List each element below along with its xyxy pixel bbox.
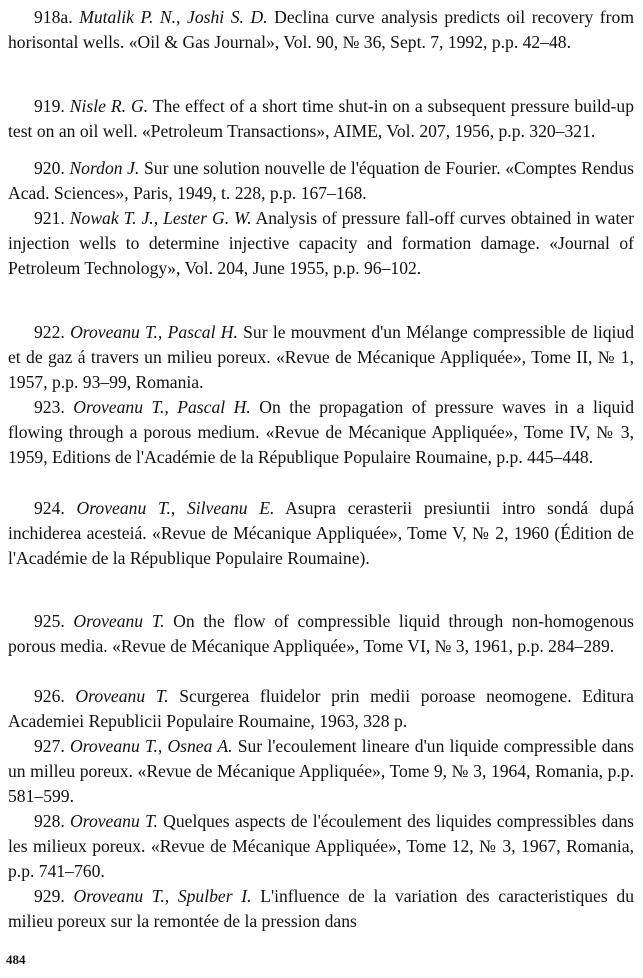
reference-925: 925. Oroveanu T. On the flow of compressible liquid through non-homogenous porous media. «Revue de Mécanique Appliquée», Tome VI, № 3, 1961, p.p. 284–289. [8,610,635,656]
reference-authors: Oroveanu T. [75,685,169,706]
reference-919: 919. Nisle R. G. The effect of a short time shut-in on a subsequent pressure build-up test on an oil well. «Petroleum Transactions», AIME, Vol. 207, 1956, p.p. 320–321. [8,95,635,141]
reference-924: 924. Oroveanu T., Silveanu E. Asupra cerasterii presiuntii intro sondá dupá inchiderea acesteiá. «Revue de Mécanique Appliquée», Tome V, № 2, 1960 (Édition de l'Académie de la République Populaire Roumaine). [8,497,635,568]
page-number: 484 [6,952,26,967]
reference-authors: Oroveanu T., Osnea A. [70,735,233,756]
reference-authors: Oroveanu T., Spulber I. [73,885,252,906]
reference-authors: Oroveanu T., Pascal H. [70,321,238,342]
reference-authors: Oroveanu T. [70,810,158,831]
reference-authors: Oroveanu T. [73,610,165,631]
reference-928: 928. Oroveanu T. Quelques aspects de l'écoulement des liquides compressibles dans les milieux poreux. «Revue de Mécanique Appliquée», Tome 12, № 3, 1967, Romania, p.p. 741–760. [8,810,634,881]
reference-920: 920. Nordon J. Sur une solution nouvelle de l'équation de Fourier. «Comptes Rendus Acad. Sciences», Paris, 1949, t. 228, p.p. 167–168. [8,157,634,203]
reference-authors: Mutalik P. N., Joshi S. D. [79,6,268,27]
reference-921: 921. Nowak T. J., Lester G. W. Analysis of pressure fall-off curves obtained in water injection wells to determine injective capacity and formation damage. «Journal of Petroleum Technology», Vol. 204, June 1955, p.p. 96–102. [8,207,634,278]
reference-929: 929. Oroveanu T., Spulber I. L'influence de la variation des caracteristiques du milieu poreux sur la remontée de la pression dans [8,885,634,931]
reference-authors: Nowak T. J., Lester G. W. [69,207,252,228]
reference-922: 922. Oroveanu T., Pascal H. Sur le mouvment d'un Mélange compressible de liqiud et de gaz á travers un milieu poreux. «Revue de Mécanique Appliquée», Tome II, № 1, 1957, p.p. 93–99, Romania. [8,321,635,392]
reference-authors: Oroveanu T., Pascal H. [73,396,251,417]
reference-authors: Nisle R. G. [69,95,149,116]
reference-authors: Oroveanu T., Silveanu E. [76,497,275,518]
reference-authors: Nordon J. [69,157,140,178]
reference-923: 923. Oroveanu T., Pascal H. On the propagation of pressure waves in a liquid flowing through a porous medium. «Revue de Mécanique Appliquée», Tome IV, № 3, 1959, Editions de l'Académie de la République Populaire Roumaine, p.p. 445–448. [8,396,634,467]
reference-918a: 918a. Mutalik P. N., Joshi S. D. Declina curve analysis predicts oil recovery from horisontal wells. «Oil & Gas Journal», Vol. 90, № 36, Sept. 7, 1992, p.p. 42–48. [8,6,635,52]
reference-926: 926. Oroveanu T. Scurgerea fluidelor prin medii poroase neomogene. Editura Academiei Republicii Populaire Roumaine, 1963, 328 p. [8,685,634,731]
reference-927: 927. Oroveanu T., Osnea A. Sur l'ecoulement lineare d'un liquide compressible dans un milleu poreux. «Revue de Mécanique Appliquée», Tome 9, № 3, 1964, Romania, p.p. 581–599. [8,735,634,806]
